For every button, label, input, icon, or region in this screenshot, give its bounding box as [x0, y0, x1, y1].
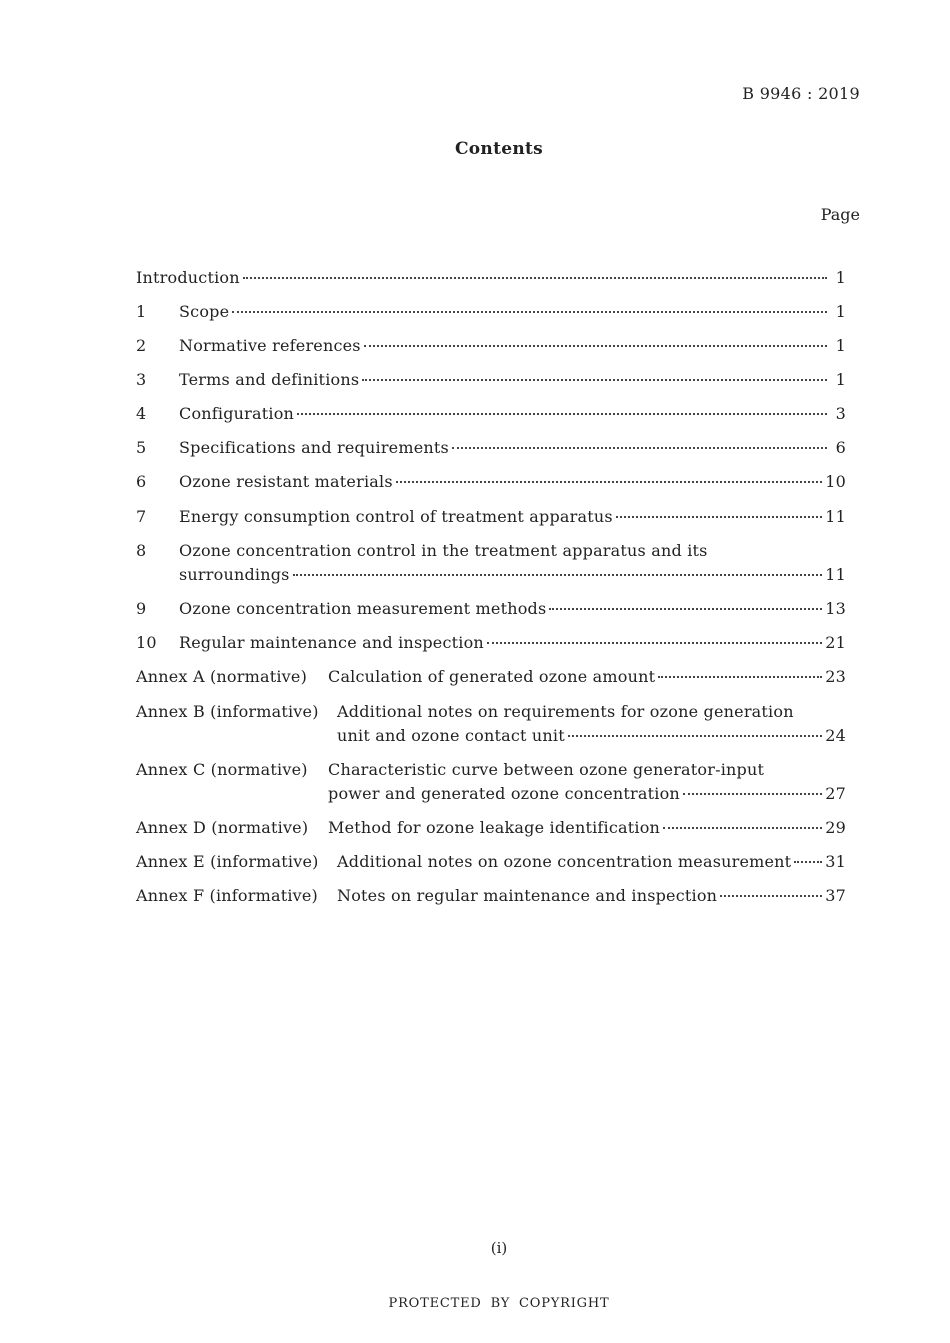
toc-entry-title: Normative references — [179, 336, 361, 355]
page-column-label: Page — [820, 205, 860, 224]
dot-leader — [663, 826, 822, 829]
toc-entry-number: 8 — [136, 541, 147, 560]
toc-entry-clause-7[interactable] — [136, 505, 846, 529]
toc-entry-title-continued: surroundings — [179, 565, 290, 584]
toc-entry-clause-8[interactable] — [136, 539, 846, 587]
toc-entry-page: 29 — [825, 818, 846, 837]
toc-entry-title: Additional notes on requirements for ozone generation — [337, 702, 794, 721]
dot-leader — [362, 378, 827, 381]
toc-entry-title: Ozone concentration measurement methods — [179, 599, 547, 618]
copyright-notice: PROTECTED BY COPYRIGHT — [388, 1296, 610, 1311]
toc-entry-page: 11 — [825, 565, 846, 584]
toc-entry-number: 6 — [136, 472, 147, 491]
toc-entry-title: Ozone resistant materials — [179, 472, 393, 491]
toc-entry-clause-6[interactable] — [136, 470, 846, 494]
toc-entry-page: 27 — [825, 784, 846, 803]
toc-entry-title: Configuration — [179, 404, 295, 423]
toc-entry-number: 3 — [136, 370, 147, 389]
toc-entry-number: 7 — [136, 507, 147, 526]
toc-entry-number: 2 — [136, 336, 147, 355]
toc-entry-number: 9 — [136, 599, 147, 618]
toc-entry-number: 1 — [136, 302, 147, 321]
toc-entry-title: Characteristic curve between ozone generator-input — [328, 760, 765, 779]
toc-entry-title: Notes on regular maintenance and inspection — [337, 886, 718, 905]
toc-entry-annex-a[interactable] — [136, 665, 846, 689]
footer-page-number: (i) — [490, 1239, 508, 1257]
toc-entry-page: 1 — [835, 302, 846, 321]
toc-entry-annex-d[interactable] — [136, 816, 846, 840]
toc-entry-clause-9[interactable] — [136, 597, 846, 621]
toc-entry-clause-3[interactable] — [136, 368, 846, 392]
annex-label: Annex B (informative) — [136, 702, 319, 721]
toc-entry-title: Energy consumption control of treatment apparatus — [179, 507, 613, 526]
dot-leader — [243, 276, 827, 279]
dot-leader — [549, 607, 822, 610]
dot-leader — [683, 792, 822, 795]
toc-entry-title: Additional notes on ozone concentration measurement — [337, 852, 792, 871]
toc-entry-page: 3 — [835, 404, 846, 423]
toc-entry-number: 5 — [136, 438, 147, 457]
toc-entry-page: 10 — [825, 472, 846, 491]
dot-leader — [658, 675, 822, 678]
toc-entry-page: 37 — [825, 886, 846, 905]
toc-entry-title: Ozone concentration control in the treatment apparatus and its — [179, 541, 708, 560]
toc-entry-page: 6 — [835, 438, 846, 457]
dot-leader — [568, 734, 822, 737]
toc-entry-page: 13 — [825, 599, 846, 618]
dot-leader — [297, 412, 827, 415]
toc-entry-page: 1 — [835, 336, 846, 355]
annex-label: Annex E (informative) — [136, 852, 319, 871]
dot-leader — [720, 894, 822, 897]
toc-entry-title: Specifications and requirements — [179, 438, 449, 457]
dot-leader — [364, 344, 827, 347]
toc-entry-title: Scope — [179, 302, 230, 321]
dot-leader — [487, 641, 822, 644]
toc-entry-number: 4 — [136, 404, 147, 423]
toc-entry-title: Calculation of generated ozone amount — [328, 667, 656, 686]
toc-entry-page: 1 — [835, 268, 846, 287]
toc-entry-clause-10[interactable] — [136, 631, 846, 655]
page-title: Contents — [454, 139, 544, 159]
dot-leader — [293, 573, 823, 576]
dot-leader — [232, 310, 827, 313]
toc-entry-annex-b[interactable] — [136, 700, 846, 748]
toc-entry-clause-4[interactable] — [136, 402, 846, 426]
toc-entry-number: 10 — [136, 633, 157, 652]
annex-label: Annex D (normative) — [136, 818, 309, 837]
toc-entry-page: 21 — [825, 633, 846, 652]
toc-entry-page: 31 — [825, 852, 846, 871]
dot-leader — [396, 480, 823, 483]
annex-label: Annex C (normative) — [136, 760, 308, 779]
toc-entry-clause-5[interactable] — [136, 436, 846, 460]
toc-entry-introduction[interactable] — [136, 266, 846, 290]
dot-leader — [616, 515, 822, 518]
dot-leader — [452, 446, 827, 449]
annex-label: Annex F (informative) — [136, 886, 319, 905]
toc-entry-title: Method for ozone leakage identification — [328, 818, 661, 837]
toc-entry-page: 11 — [825, 507, 846, 526]
toc-entry-clause-2[interactable] — [136, 334, 846, 358]
annex-label: Annex A (normative) — [136, 667, 308, 686]
toc-entry-page: 24 — [825, 726, 846, 745]
toc-entry-clause-1[interactable] — [136, 300, 846, 324]
dot-leader — [794, 860, 822, 863]
toc-entry-title: Regular maintenance and inspection — [179, 633, 484, 652]
document-number: B 9946 : 2019 — [742, 84, 860, 103]
toc-entry-page: 23 — [825, 667, 846, 686]
toc-entry-title-continued: unit and ozone contact unit — [337, 726, 565, 745]
toc-entry-annex-e[interactable] — [136, 850, 846, 874]
toc-entry-title: Introduction — [136, 268, 240, 287]
toc-entry-annex-c[interactable] — [136, 758, 846, 806]
toc-entry-annex-f[interactable] — [136, 884, 846, 908]
toc-entry-page: 1 — [835, 370, 846, 389]
toc-entry-title: Terms and definitions — [179, 370, 360, 389]
toc-entry-title-continued: power and generated ozone concentration — [328, 784, 680, 803]
